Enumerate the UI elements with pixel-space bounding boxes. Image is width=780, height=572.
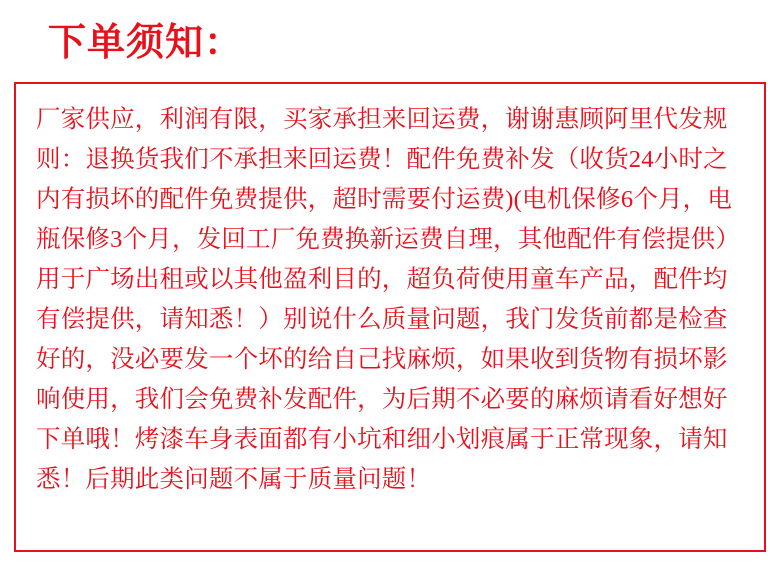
page-title: 下单须知： [48,22,244,64]
notice-body-text: 厂家供应，利润有限，买家承担来回运费，谢谢惠顾阿里代发规则：退换货我们不承担来回运费！配件免费补发（收货24小时之内有损坏的配件免费提供，超时需要付运费)(电机保修6个月，电瓶保修3个月，发回工厂免费换新运费自理，其他配件有偿提供）用于广场出租或以其他盈利目的，超负荷使用童车产品，配件均有偿提供，请知悉！）别说什么质量问题，我门发货前都是检查好的，没必要发一个坏的给自己找麻烦，如果收到货物有损坏影响使用，我们会免费补发配件，为后期不必要的麻烦请看好想好下单哦！烤漆车身表面都有小坑和细小划痕属于正常现象，请知悉！后期此类问题不属于质量问题！ [36,105,741,493]
notice-box [14,82,766,552]
